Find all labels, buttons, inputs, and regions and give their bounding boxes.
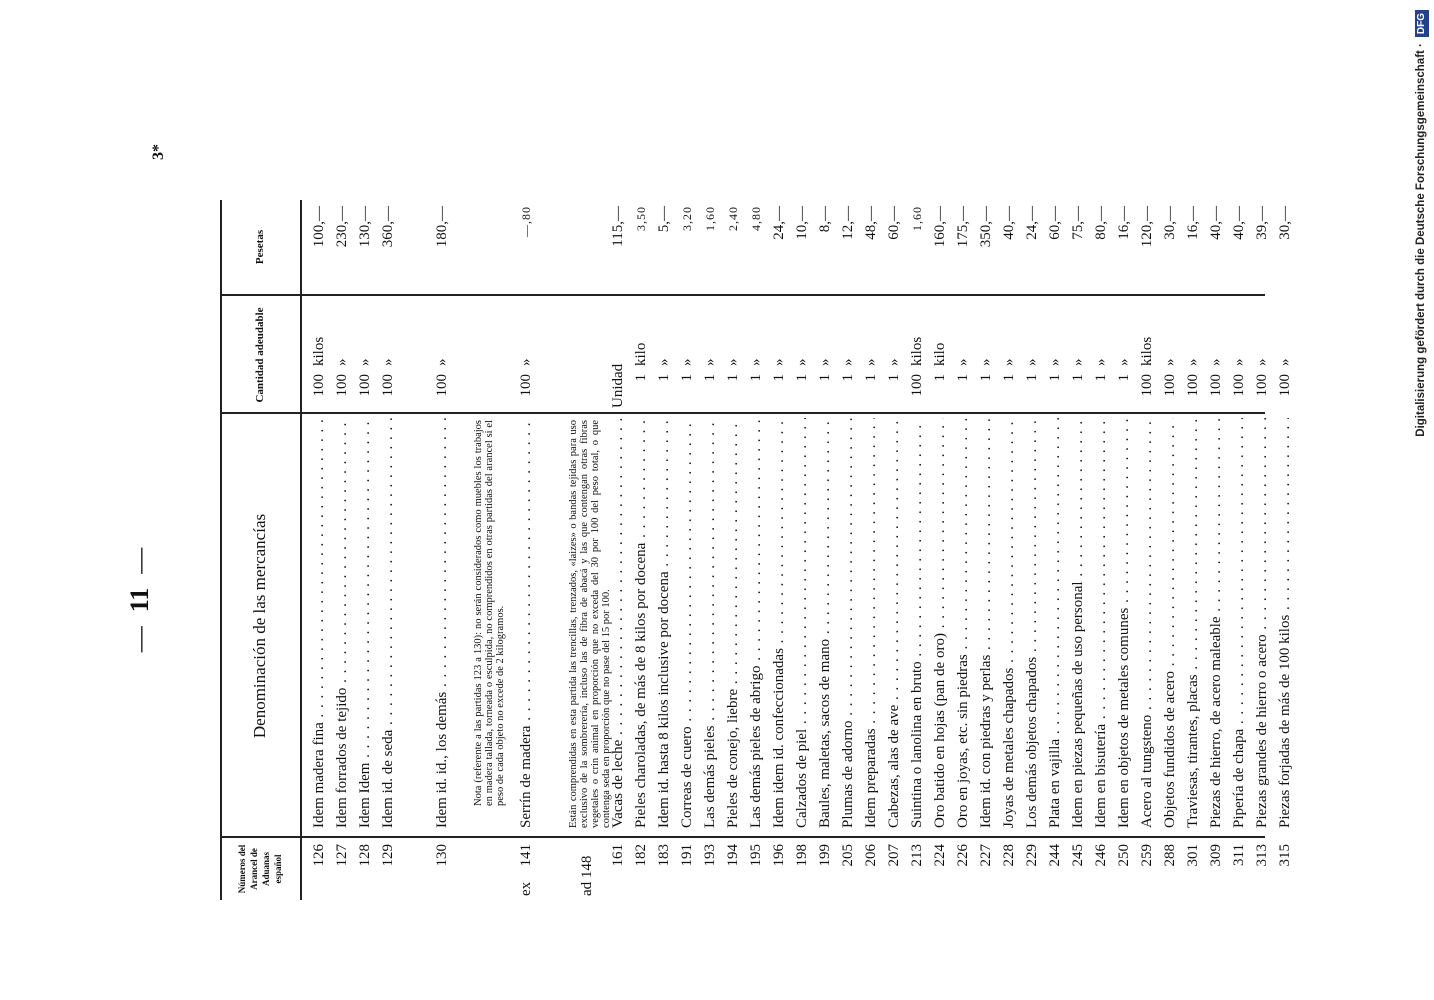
quantity-unit: »: [1070, 358, 1087, 366]
price-pesetas: 30,—: [1277, 206, 1294, 240]
table-row: [1043, 200, 1067, 900]
quantity-unit: kilo: [932, 342, 949, 366]
table-row: [882, 200, 906, 900]
quantity-unit: »: [771, 358, 788, 366]
tariff-number: 130: [433, 844, 450, 867]
quantity-unit: »: [518, 358, 535, 366]
tariff-number: 229: [1024, 844, 1041, 867]
quantity-amount: 100: [433, 374, 450, 397]
quantity-unit: »: [1254, 358, 1271, 366]
tariff-number: 205: [840, 844, 857, 867]
price-pesetas: 3,20: [680, 206, 695, 231]
quantity-amount: 100: [334, 374, 351, 397]
merchandise-description: Oro en joyas, etc. sin piedras . . .: [951, 418, 975, 828]
taxable-quantity: [1273, 298, 1297, 408]
price-pesetas: 100,—: [311, 206, 328, 248]
merchandise-description: Idem id. de seda . . .: [376, 418, 400, 828]
taxable-quantity: [928, 298, 952, 408]
merchandise-description: Pieles charoladas, de más de 8 kilos por docena . . .: [629, 418, 653, 828]
note-partida-148: Están comprendidas en esta partida las trencillas, trenzados, «laizes» o bandas tejidas para uso exclusivo de la sombrerería, incluso las de fibra de abacá y las que contengan otras fibras vegetales o crin animal en proporción que no exceda del 30 por 100 del peso total, o que contenga seda en proporción que no pase del 15 por 100.: [568, 420, 612, 828]
quantity-amount: 100: [1162, 374, 1179, 397]
quantity-amount: 1: [932, 374, 949, 382]
quantity-unit: »: [955, 358, 972, 366]
tariff-number: 226: [955, 844, 972, 867]
quantity-unit: »: [817, 358, 834, 366]
merchandise-description: Idem preparadas . . .: [859, 418, 883, 828]
tariff-number: 309: [1208, 844, 1225, 867]
column-header-price: Pesetas: [254, 229, 266, 265]
quantity-unit: »: [1093, 358, 1110, 366]
quantity-amount: 100: [1185, 374, 1202, 397]
quantity-unit: kilos: [1139, 336, 1156, 366]
merchandise-description: Piezas grandes de hierro o acero . . .: [1250, 418, 1274, 828]
taxable-quantity: [629, 298, 653, 408]
merchandise-description: Idem forrados de tejido . . .: [330, 418, 354, 828]
taxable-quantity: [330, 298, 354, 408]
quantity-unit: »: [433, 358, 450, 366]
quantity-unit: »: [840, 358, 857, 366]
tariff-number: 313: [1254, 844, 1271, 867]
quantity-unit: »: [1277, 358, 1294, 366]
taxable-quantity: [652, 298, 676, 408]
table-row: [698, 200, 722, 900]
quantity-unit: kilos: [909, 336, 926, 366]
taxable-quantity: [514, 298, 538, 408]
table-row: [629, 200, 653, 900]
merchandise-description: Piezas de hierro, de acero maleable . . .: [1204, 418, 1228, 828]
signature-mark: 3*: [150, 144, 167, 160]
merchandise-description: Objetos fundidos de acero . . .: [1158, 418, 1182, 828]
price-pesetas: 40,—: [1001, 206, 1018, 240]
price-pesetas: 180,—: [433, 206, 450, 248]
quantity-unit: »: [1047, 358, 1064, 366]
merchandise-description: Idem madera fina . . .: [307, 418, 331, 828]
table-row: [514, 200, 538, 900]
tariff-number: 198: [794, 844, 811, 867]
digitization-note: Digitalisierung gefördert durch die Deutsche Forschungsgemeinschaft ·: [1415, 43, 1427, 437]
quantity-unit: »: [1116, 358, 1133, 366]
table-row: [1204, 200, 1228, 900]
tariff-number: 194: [725, 844, 742, 867]
tariff-number: 228: [1001, 844, 1018, 867]
table-row: [859, 200, 883, 900]
quantity-unit: »: [886, 358, 903, 366]
table-row: [744, 200, 768, 900]
price-pesetas: 12,—: [840, 206, 857, 240]
tariff-number-value: 141: [518, 844, 535, 867]
quantity-unit: »: [978, 358, 995, 366]
tariff-number: 127: [334, 844, 351, 867]
table-row: [330, 200, 354, 900]
taxable-quantity: [307, 298, 331, 408]
tariff-number: 207: [886, 844, 903, 867]
price-pesetas: 10,—: [794, 206, 811, 240]
tariff-number: 227: [978, 844, 995, 867]
tariff-number: 206: [863, 844, 880, 867]
taxable-quantity: [430, 298, 454, 408]
taxable-quantity: [997, 298, 1021, 408]
quantity-unit: »: [1208, 358, 1225, 366]
table-row: [1089, 200, 1113, 900]
table-row: [813, 200, 837, 900]
quantity-amount: 1: [955, 374, 972, 382]
table-row: [974, 200, 998, 900]
quantity-unit: »: [1231, 358, 1248, 366]
taxable-quantity: [1227, 298, 1251, 408]
tariff-number: 213: [909, 844, 926, 867]
quantity-unit: »: [656, 358, 673, 366]
quantity-amount: 1: [817, 374, 834, 382]
merchandise-description: Los demás objetos chapados . . .: [1020, 418, 1044, 828]
tariff-number-prefix: ex: [518, 881, 535, 896]
quantity-amount: 1: [863, 374, 880, 382]
quantity-amount: 100: [1277, 374, 1294, 397]
table-row: [767, 200, 791, 900]
price-pesetas: 5,—: [656, 206, 673, 233]
table-row: [376, 200, 400, 900]
merchandise-description: Baules, maletas, sacos de mano . . .: [813, 418, 837, 828]
column-header-quantity: Cantidad adeudable: [254, 307, 266, 403]
quantity-unit: »: [1185, 358, 1202, 366]
tariff-number: 259: [1139, 844, 1156, 867]
merchandise-description: Joyas de metales chapados . . .: [997, 418, 1021, 828]
column-header-description: Denominación de las mercancías: [250, 513, 269, 739]
tariff-table: [150, 144, 1320, 900]
taxable-quantity: [974, 298, 998, 408]
table-row: [836, 200, 860, 900]
table-row: [1112, 200, 1136, 900]
quantity-amount: 1: [748, 374, 765, 382]
taxable-quantity: [882, 298, 906, 408]
quantity-amount: 100: [1231, 374, 1248, 397]
price-pesetas: —,80: [519, 206, 534, 237]
quantity-amount: 1: [1093, 374, 1110, 382]
price-pesetas: 230,—: [334, 206, 351, 248]
quantity-amount: 1: [771, 374, 788, 382]
table-row: [675, 200, 699, 900]
price-pesetas: 115,—: [610, 206, 627, 247]
note-partidas-123-130: Nota (referente a las partidas 123 a 130): no serán considerados como muebles los trabajos en madera tallada, torneada o esculpida, no comprendidos en otras partidas del arancel si el peso de cada objeto no excede de 2 kilogramos.: [473, 420, 506, 806]
price-pesetas: 8,—: [817, 206, 834, 233]
tariff-number: 182: [633, 844, 650, 867]
table-row: [951, 200, 975, 900]
merchandise-description: Idem id. id., los demás . . .: [430, 418, 454, 828]
page-header: [110, 200, 210, 1000]
table-row: [1273, 200, 1297, 900]
taxable-quantity: [951, 298, 975, 408]
quantity-unit: »: [679, 358, 696, 366]
merchandise-description: Pipería de chapa . . .: [1227, 418, 1251, 828]
tariff-number: 161: [610, 844, 627, 867]
quantity-amount: 1: [1116, 374, 1133, 382]
price-pesetas: 24,—: [1024, 206, 1041, 240]
merchandise-description: Pieles de conejo, liebre . . .: [721, 418, 745, 828]
taxable-quantity: [744, 298, 768, 408]
taxable-quantity: [606, 298, 630, 408]
quantity-unit: »: [1024, 358, 1041, 366]
price-pesetas: 350,—: [978, 206, 995, 248]
taxable-quantity: [790, 298, 814, 408]
quantity-amount: 1: [633, 374, 650, 382]
tariff-number: 196: [771, 844, 788, 867]
note-148-ref: ad 148: [579, 855, 595, 896]
taxable-quantity: [353, 298, 377, 408]
quantity-unit: »: [334, 358, 351, 366]
table-row: [790, 200, 814, 900]
merchandise-description: Traviesas, tirantes, placas . . .: [1181, 418, 1205, 828]
tariff-number: 250: [1116, 844, 1133, 867]
table-row: [997, 200, 1021, 900]
quantity-unit: »: [380, 358, 397, 366]
price-pesetas: 4,80: [749, 206, 764, 231]
tariff-number: 199: [817, 844, 834, 867]
quantity-amount: 1: [725, 374, 742, 382]
taxable-quantity: [675, 298, 699, 408]
quantity-amount: 1: [702, 374, 719, 382]
header-dash-left: —: [125, 626, 154, 653]
quantity-amount: 100: [1208, 374, 1225, 397]
price-pesetas: 60,—: [886, 206, 903, 240]
price-pesetas: 80,—: [1093, 206, 1110, 240]
quantity-unit: kilo: [633, 342, 650, 366]
merchandise-description: Cabezas, alas de ave . . .: [882, 418, 906, 828]
quantity-amount: 1: [1001, 374, 1018, 382]
price-pesetas: 130,—: [357, 206, 374, 248]
merchandise-description: Suintina o lanolina en bruto . . .: [905, 418, 929, 828]
quantity-unit: »: [725, 358, 742, 366]
header-dash-right: —: [125, 547, 154, 574]
price-pesetas: 24,—: [771, 206, 788, 240]
taxable-quantity: [1043, 298, 1067, 408]
taxable-quantity: [1112, 298, 1136, 408]
merchandise-description: Idem en objetos de metales comunes . . .: [1112, 418, 1136, 828]
table-row: [1250, 200, 1274, 900]
quantity-amount: Unidad: [610, 363, 627, 408]
quantity-amount: 1: [886, 374, 903, 382]
tariff-number: 195: [748, 844, 765, 867]
price-pesetas: 40,—: [1208, 206, 1225, 240]
tariff-number: 244: [1047, 844, 1064, 867]
table-row: [1020, 200, 1044, 900]
quantity-amount: 100: [311, 374, 328, 397]
table-row: [928, 200, 952, 900]
quantity-amount: 1: [1070, 374, 1087, 382]
table-row: [1066, 200, 1090, 900]
merchandise-description: Acero al tungsteno . . .: [1135, 418, 1159, 828]
tariff-number: 191: [679, 844, 696, 867]
taxable-quantity: [767, 298, 791, 408]
tariff-number: 301: [1185, 844, 1202, 867]
taxable-quantity: [698, 298, 722, 408]
merchandise-description: Serrín de madera . . .: [514, 418, 538, 828]
merchandise-description: Idem en piezas pequeñas de uso personal . . .: [1066, 418, 1090, 828]
quantity-amount: 100: [1254, 374, 1271, 397]
table-row: [721, 200, 745, 900]
quantity-amount: 1: [794, 374, 811, 382]
price-pesetas: 1,60: [910, 206, 925, 231]
tariff-number: 245: [1070, 844, 1087, 867]
quantity-unit: »: [863, 358, 880, 366]
merchandise-description: Idem id. hasta 8 kilos inclusive por docena . . .: [652, 418, 676, 828]
table-row: [652, 200, 676, 900]
taxable-quantity: [1089, 298, 1113, 408]
merchandise-description: Correas de cuero . . .: [675, 418, 699, 828]
price-pesetas: 175,—: [955, 206, 972, 248]
quantity-unit: »: [748, 358, 765, 366]
quantity-unit: »: [702, 358, 719, 366]
quantity-unit: »: [794, 358, 811, 366]
taxable-quantity: [1066, 298, 1090, 408]
taxable-quantity: [1135, 298, 1159, 408]
price-pesetas: 160,—: [932, 206, 949, 248]
quantity-amount: 1: [679, 374, 696, 382]
price-pesetas: 40,—: [1231, 206, 1248, 240]
quantity-amount: 1: [840, 374, 857, 382]
price-pesetas: 30,—: [1162, 206, 1179, 240]
table-row: [1227, 200, 1251, 900]
price-pesetas: 2,40: [726, 206, 741, 231]
page-number: 11: [125, 587, 154, 613]
merchandise-description: Piezas forjadas de más de 100 kilos . . .: [1273, 418, 1297, 828]
table-row: [1158, 200, 1182, 900]
table-row: [353, 200, 377, 900]
taxable-quantity: [859, 298, 883, 408]
merchandise-description: Oro batido en hojas (pan de oro) . . .: [928, 418, 952, 828]
merchandise-description: Idem en bisutería . . .: [1089, 418, 1113, 828]
taxable-quantity: [836, 298, 860, 408]
merchandise-description: Las demás pieles . . .: [698, 418, 722, 828]
taxable-quantity: [721, 298, 745, 408]
price-pesetas: 120,—: [1139, 206, 1156, 248]
quantity-amount: 1: [656, 374, 673, 382]
tariff-number: 126: [311, 844, 328, 867]
taxable-quantity: [1250, 298, 1274, 408]
table-row: [430, 200, 454, 900]
price-pesetas: 1,60: [703, 206, 718, 231]
price-pesetas: 60,—: [1047, 206, 1064, 240]
column-header-number: Números del Arancel de Aduanas español: [237, 844, 283, 894]
quantity-unit: »: [1162, 358, 1179, 366]
table-row: [905, 200, 929, 900]
price-pesetas: 16,—: [1185, 206, 1202, 240]
tariff-number: 193: [702, 844, 719, 867]
tariff-number: 315: [1277, 844, 1294, 867]
tariff-number: 311: [1231, 844, 1248, 866]
tariff-number: 246: [1093, 844, 1110, 867]
merchandise-description: Idem id. con piedras y perlas . . .: [974, 418, 998, 828]
price-pesetas: 75,—: [1070, 206, 1087, 240]
taxable-quantity: [1204, 298, 1228, 408]
tariff-number: 183: [656, 844, 673, 867]
price-pesetas: 39,—: [1254, 206, 1271, 240]
tariff-number: 288: [1162, 844, 1179, 867]
price-pesetas: 3,50: [634, 206, 649, 231]
quantity-amount: 1: [978, 374, 995, 382]
quantity-amount: 100: [518, 374, 535, 397]
taxable-quantity: [376, 298, 400, 408]
quantity-unit: »: [1001, 358, 1018, 366]
quantity-amount: 100: [357, 374, 374, 397]
table-row: [1181, 200, 1205, 900]
digitization-sidebar: [1408, 10, 1434, 995]
tariff-number: 224: [932, 844, 949, 867]
quantity-unit: kilos: [311, 336, 328, 366]
quantity-amount: 100: [909, 374, 926, 397]
table-row: [307, 200, 331, 900]
tariff-number: 128: [357, 844, 374, 867]
merchandise-description: Plumas de adorno . . .: [836, 418, 860, 828]
merchandise-description: Plata en vajilla . . .: [1043, 418, 1067, 828]
taxable-quantity: [1181, 298, 1205, 408]
merchandise-description: Vacas de leche . . .: [606, 418, 630, 828]
taxable-quantity: [1020, 298, 1044, 408]
quantity-amount: 1: [1024, 374, 1041, 382]
price-pesetas: 360,—: [380, 206, 397, 248]
taxable-quantity: [813, 298, 837, 408]
merchandise-description: Las demás pieles de abrigo . . .: [744, 418, 768, 828]
quantity-unit: »: [357, 358, 374, 366]
table-header-rule: [300, 200, 302, 900]
table-row: [1135, 200, 1159, 900]
price-pesetas: 16,—: [1116, 206, 1133, 240]
taxable-quantity: [1158, 298, 1182, 408]
tariff-number: 129: [380, 844, 397, 867]
merchandise-description: Calzados de piel . . .: [790, 418, 814, 828]
taxable-quantity: [905, 298, 929, 408]
quantity-amount: 100: [380, 374, 397, 397]
document-page: [110, 144, 1310, 1000]
dfg-logo: DFG: [1415, 10, 1429, 37]
quantity-amount: 1: [1047, 374, 1064, 382]
price-pesetas: 48,—: [863, 206, 880, 240]
tariff-number: [514, 840, 538, 900]
quantity-amount: 100: [1139, 374, 1156, 397]
merchandise-description: Idem Idem . . .: [353, 418, 377, 828]
merchandise-description: Idem idem id. confeccionadas . . .: [767, 418, 791, 828]
